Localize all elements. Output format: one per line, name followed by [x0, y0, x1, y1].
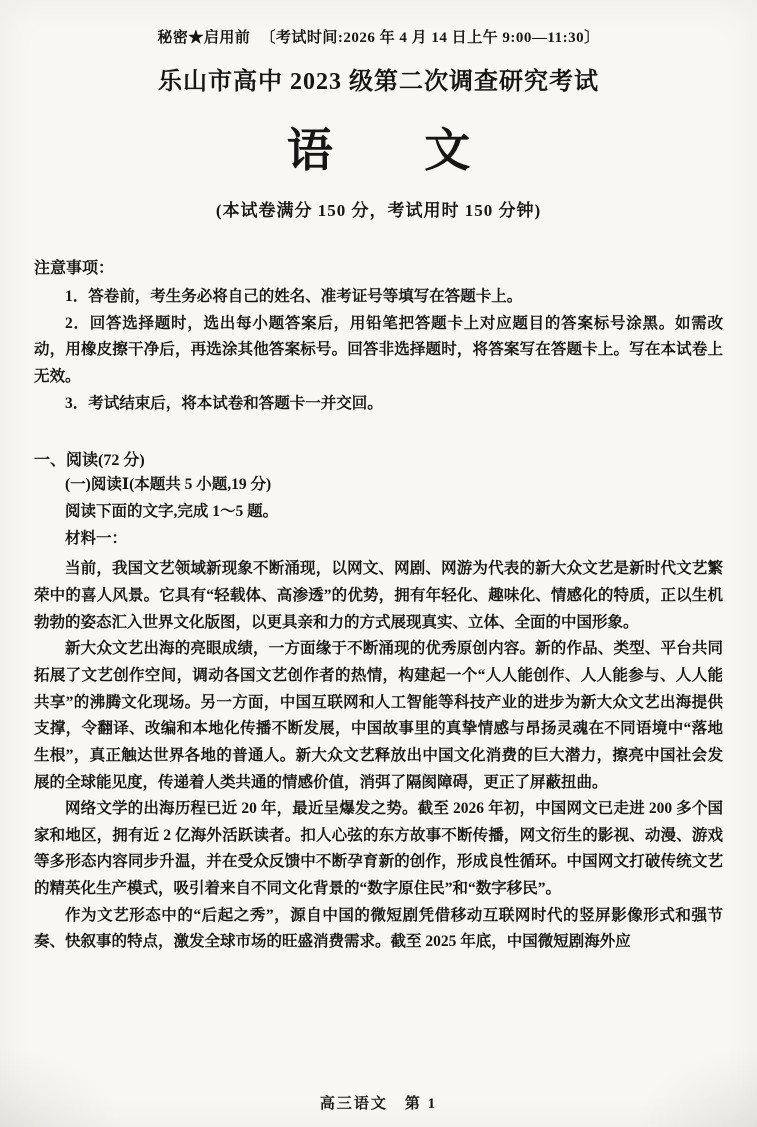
notice-block: [34, 255, 723, 417]
notice-item-1: 1．答卷前，考生务必将自己的姓名、准考证号等填写在答题卡上。: [65, 288, 523, 305]
reading-instruction: 阅读下面的文字,完成 1～5 题。: [65, 502, 279, 520]
material-text: [34, 556, 723, 956]
scan-shadow-bottom-left: [0, 1047, 120, 1127]
reading-section: [34, 447, 723, 956]
page-footer: 高三语文 第 1: [319, 1096, 438, 1112]
notice-item-2: 2．回答选择题时，选出每小题答案后，用铅笔把答题卡上对应题目的答案标号涂黑。如需改动，用橡皮擦干净后，再选涂其他答案标号。回答非选择题时，将答案写在答题卡上。写在本试卷上无效。: [34, 314, 723, 385]
material-label: 材料一：: [65, 529, 128, 547]
notice-heading: 注意事项：: [34, 260, 115, 277]
material-paragraph-1: 当前，我国文艺领域新现象不断涌现，以网文、网剧、网游为代表的新大众文艺是新时代文艺繁荣中的喜人风景。它具有“轻载体、高渗透”的优势，拥有年轻化、趣味化、情感化的特质，正以生机勃勃的姿态汇入世界文化版图，以更具亲和力的方式展现真实、立体、全面的中国形象。: [34, 560, 723, 631]
sub-heading: (一)阅读Ⅰ(本题共 5 小题,19 分): [65, 476, 272, 494]
header-line: [34, 26, 723, 47]
subject-title: 语 文: [286, 125, 511, 176]
section-heading: 一、阅读(72 分): [34, 452, 145, 470]
material-paragraph-4: 作为文艺形态中的“后起之秀”，源自中国的微短剧凭借移动互联网时代的竖屏影像形式和强节奏、快叙事的特点，激发全球市场的旺盛消费需求。截至 2025 年底，中国微短剧海外应: [34, 906, 723, 951]
paper-info: (本试卷满分 150 分，考试用时 150 分钟): [215, 201, 542, 220]
material-paragraph-2: 新大众文艺出海的亮眼成绩，一方面缘于不断涌现的优秀原创内容。新的作品、类型、平台共同拓展了文艺创作空间，调动各国文艺创作者的热情，构建起一个“人人能创作、人人能参与、人人能共享”的沸腾文化现场。另一方面，中国互联网和人工智能等科技产业的进步为新大众文艺出海提供支撑，令翻译、改编和本地化传播不断发展，中国故事里的真挚情感与昂扬灵魂在不同语境中“落地生根”，真正触达世界各地的普通人。新大众文艺释放出中国文化消费的巨大潜力，擦亮中国社会发展的全球能见度，传递着人类共通的情感价值，消弭了隔阂障碍，更正了屏蔽扭曲。: [34, 640, 723, 791]
material-paragraph-3: 网络文学的出海历程已近 20 年，最近呈爆发之势。截至 2026 年初，中国网文已走进 200 多个国家和地区，拥有近 2 亿海外活跃读者。扣人心弦的东方故事不断传播，网文衍生的影视、动漫、游戏等多形态内容同步升温，并在受众反馈中不断孕育新的创作，形成良性循环。中国网文打破传统文艺的精英化生产模式，吸引着来自不同文化背景的“数字原住民”和“数字移民”。: [34, 800, 723, 898]
exam-time-label: 〔考试时间:2026 年 4 月 14 日上午 9:00—11:30〕: [260, 30, 600, 46]
scan-shadow-bottom-right: [637, 1047, 757, 1127]
exam-title: 乐山市高中 2023 级第二次调查研究考试: [158, 69, 599, 95]
notice-item-3: 3．考试结束后，将本试卷和答题卡一并交回。: [65, 394, 383, 412]
secrecy-label: 秘密★启用前: [157, 30, 251, 46]
